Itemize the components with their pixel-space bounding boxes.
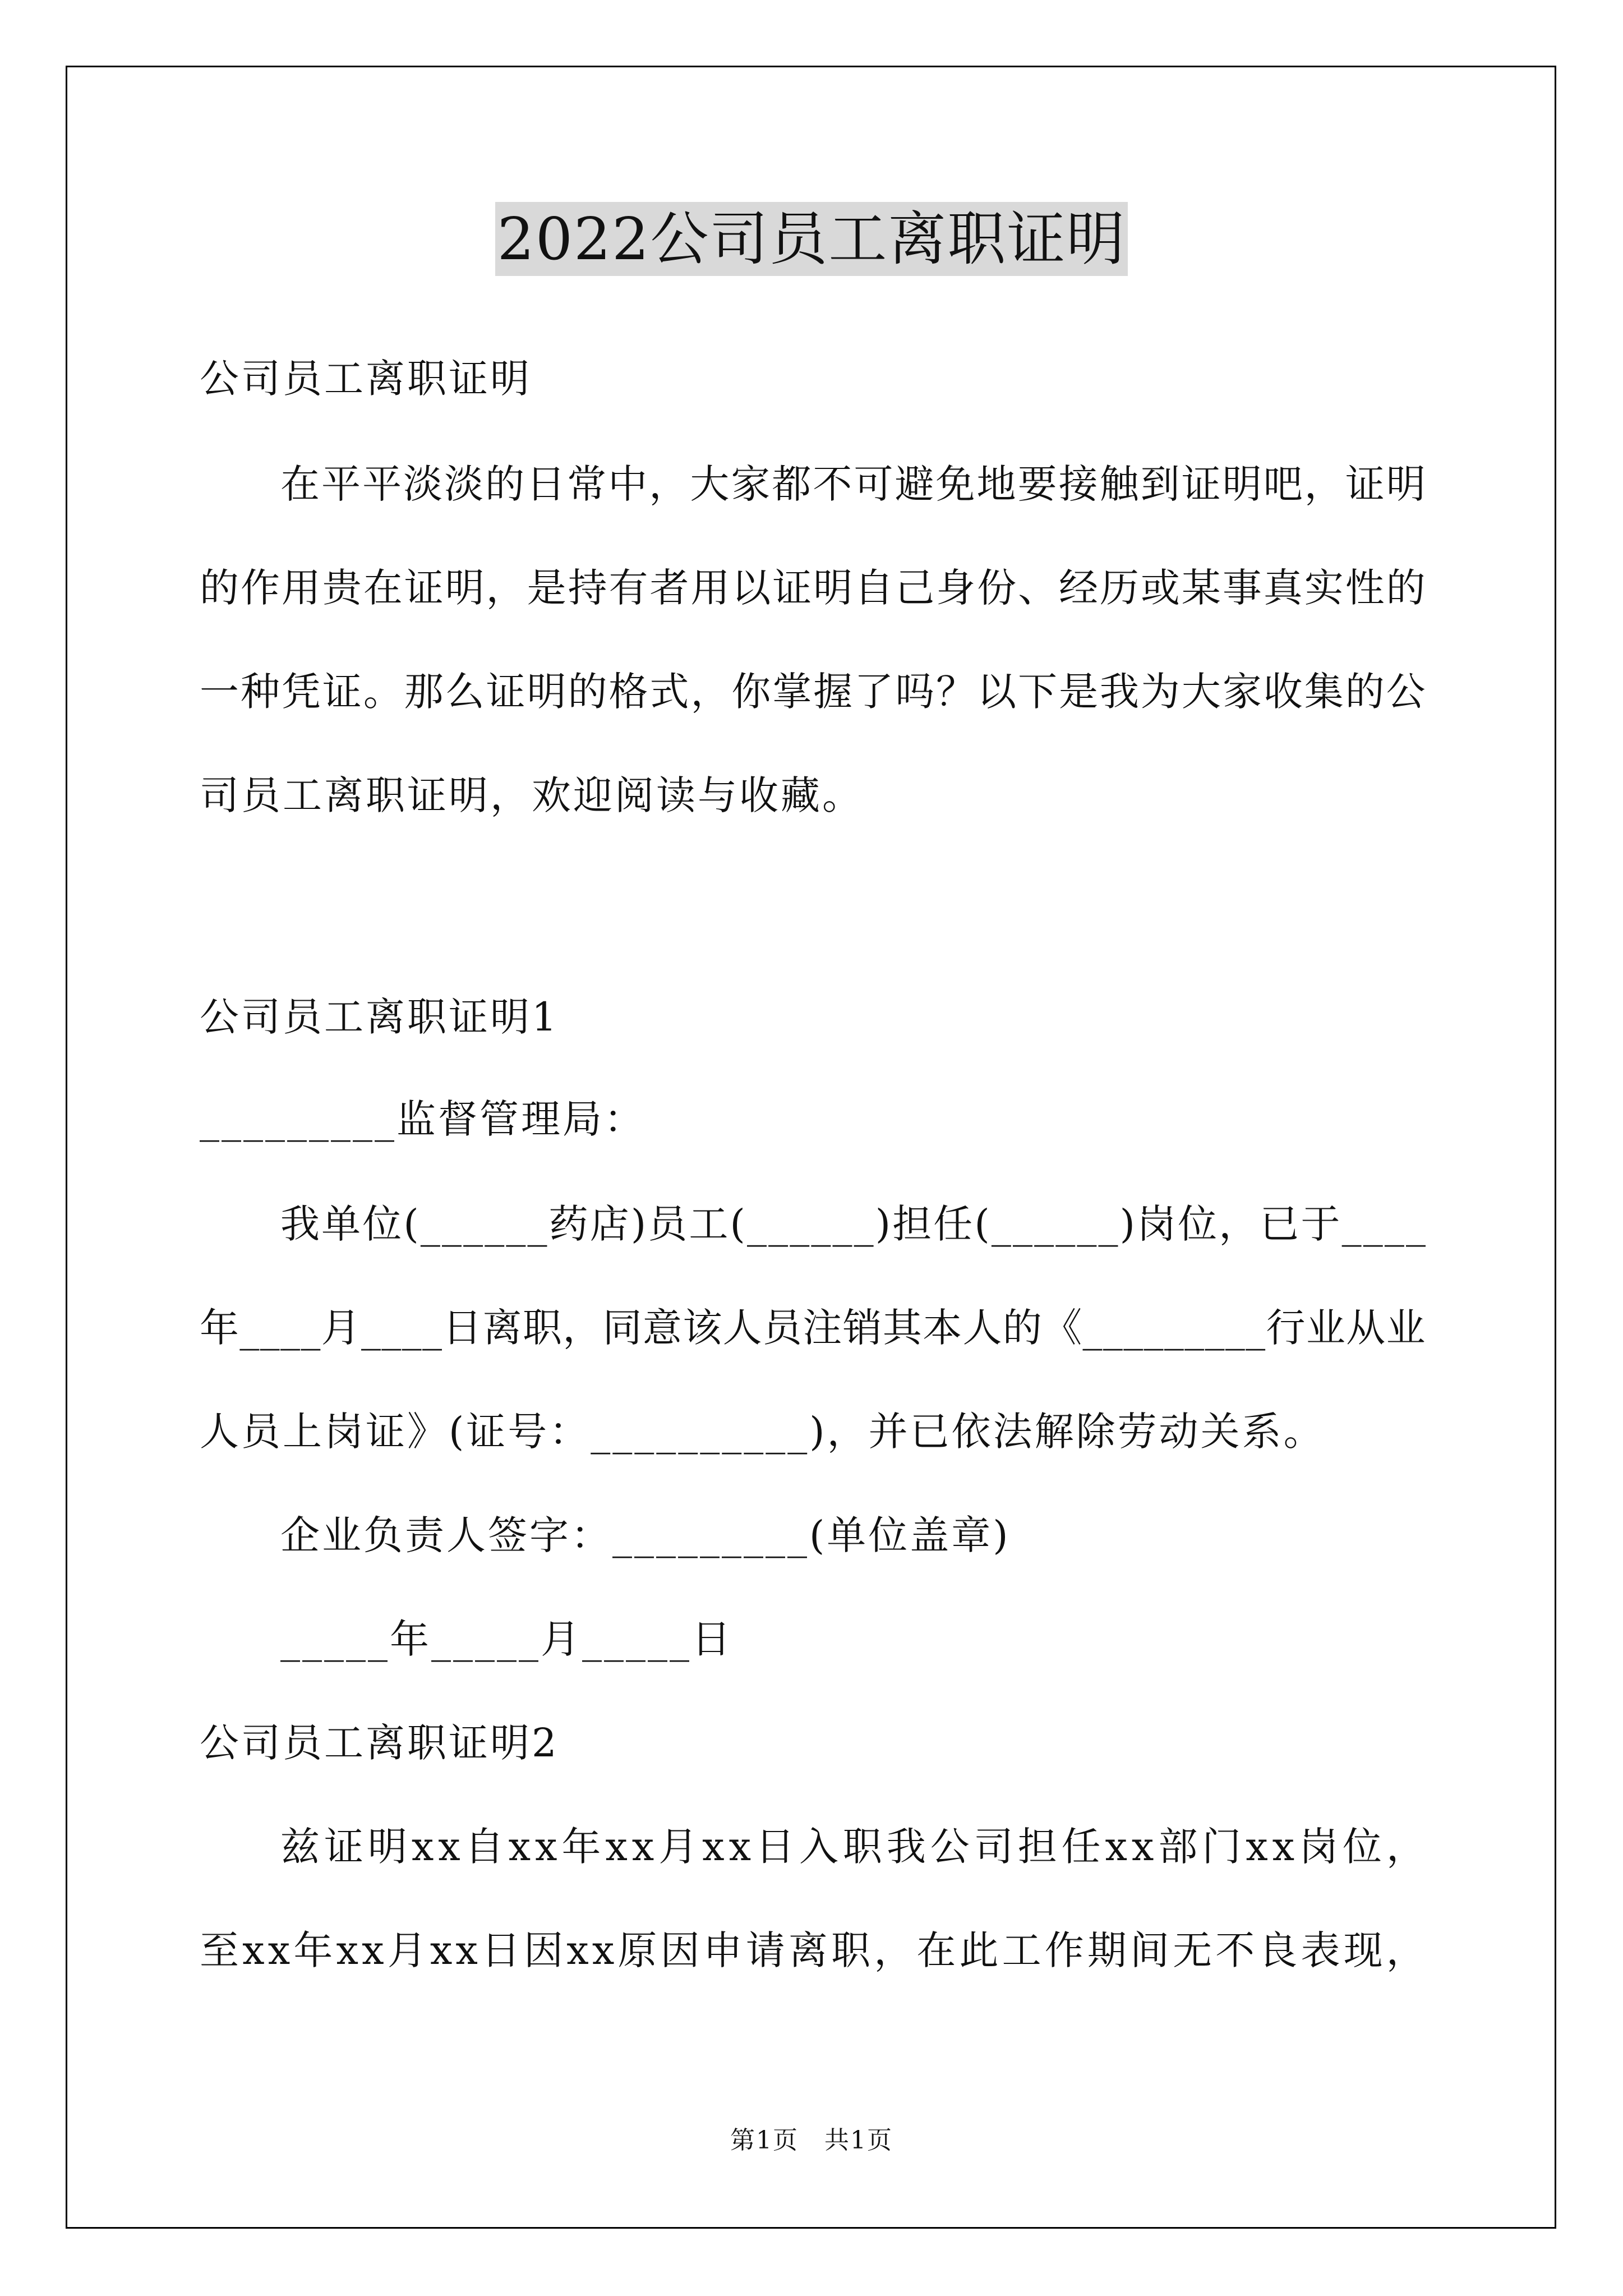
paragraph-line: 一 种 凭 证 。 那 么 证 明 的 格 式 ， 你 掌 握 了 吗 ？ 以 下 是 我 为 大 家 收 集 的 公 [200, 669, 1426, 715]
title-container [0, 202, 1623, 276]
paragraph-line: 的 作 用 贵 在 证 明 ， 是 持 有 者 用 以 证 明 自 己 身 份 、 经 历 或 某 事 真 实 性 的 [200, 565, 1426, 611]
section-heading-1: 公司员工离职证明1 [200, 994, 559, 1040]
paragraph-line: 我 单 位 ( _ _ _ _ _ _ 药 店 ) 员 工 ( _ _ _ _ _ _ ) 担 任 ( _ _ _ _ _ _ ) 岗 位 ， 已 于 _ _ _ _ [280, 1201, 1426, 1247]
section-heading-2: 公司员工离职证明2 [200, 1720, 559, 1766]
paragraph-line: 兹 证 明 x x 自 x x 年 x x 月 x x 日 入 职 我 公 司 担 任 x x 部 门 x x 岗 位 ， [280, 1824, 1426, 1870]
date-line: _____年_____月_____日 [280, 1616, 733, 1662]
document-title: 2022公司员工离职证明 [495, 202, 1128, 276]
page-footer: 第1页 共1页 [730, 2126, 893, 2155]
paragraph-line: 司员工离职证明，欢迎阅读与收藏。 [200, 772, 864, 818]
paragraph-line: 年 _ _ _ _ 月 _ _ _ _ 日 离 职 ， 同 意 该 人 员 注 销 其 本 人 的 《 _ _ _ _ _ _ _ _ _ 行 业 从 业 [200, 1305, 1426, 1351]
paragraph-line: 在 平 平 淡 淡 的 日 常 中 ， 大 家 都 不 可 避 免 地 要 接 触 到 证 明 吧 ， 证 明 [280, 461, 1426, 507]
addressee-line: _________监督管理局： [200, 1096, 645, 1142]
paragraph-line: 至 x x 年 x x 月 x x 日 因 x x 原 因 申 请 离 职 ， 在 此 工 作 期 间 无 不 良 表 现 ， [200, 1927, 1426, 1973]
section-heading-intro: 公司员工离职证明 [200, 356, 532, 402]
signature-line: 企业负责人签字：_________(单位盖章) [280, 1512, 1011, 1558]
paragraph-line: 人员上岗证》(证号：__________)，并已依法解除劳动关系。 [200, 1409, 1325, 1455]
